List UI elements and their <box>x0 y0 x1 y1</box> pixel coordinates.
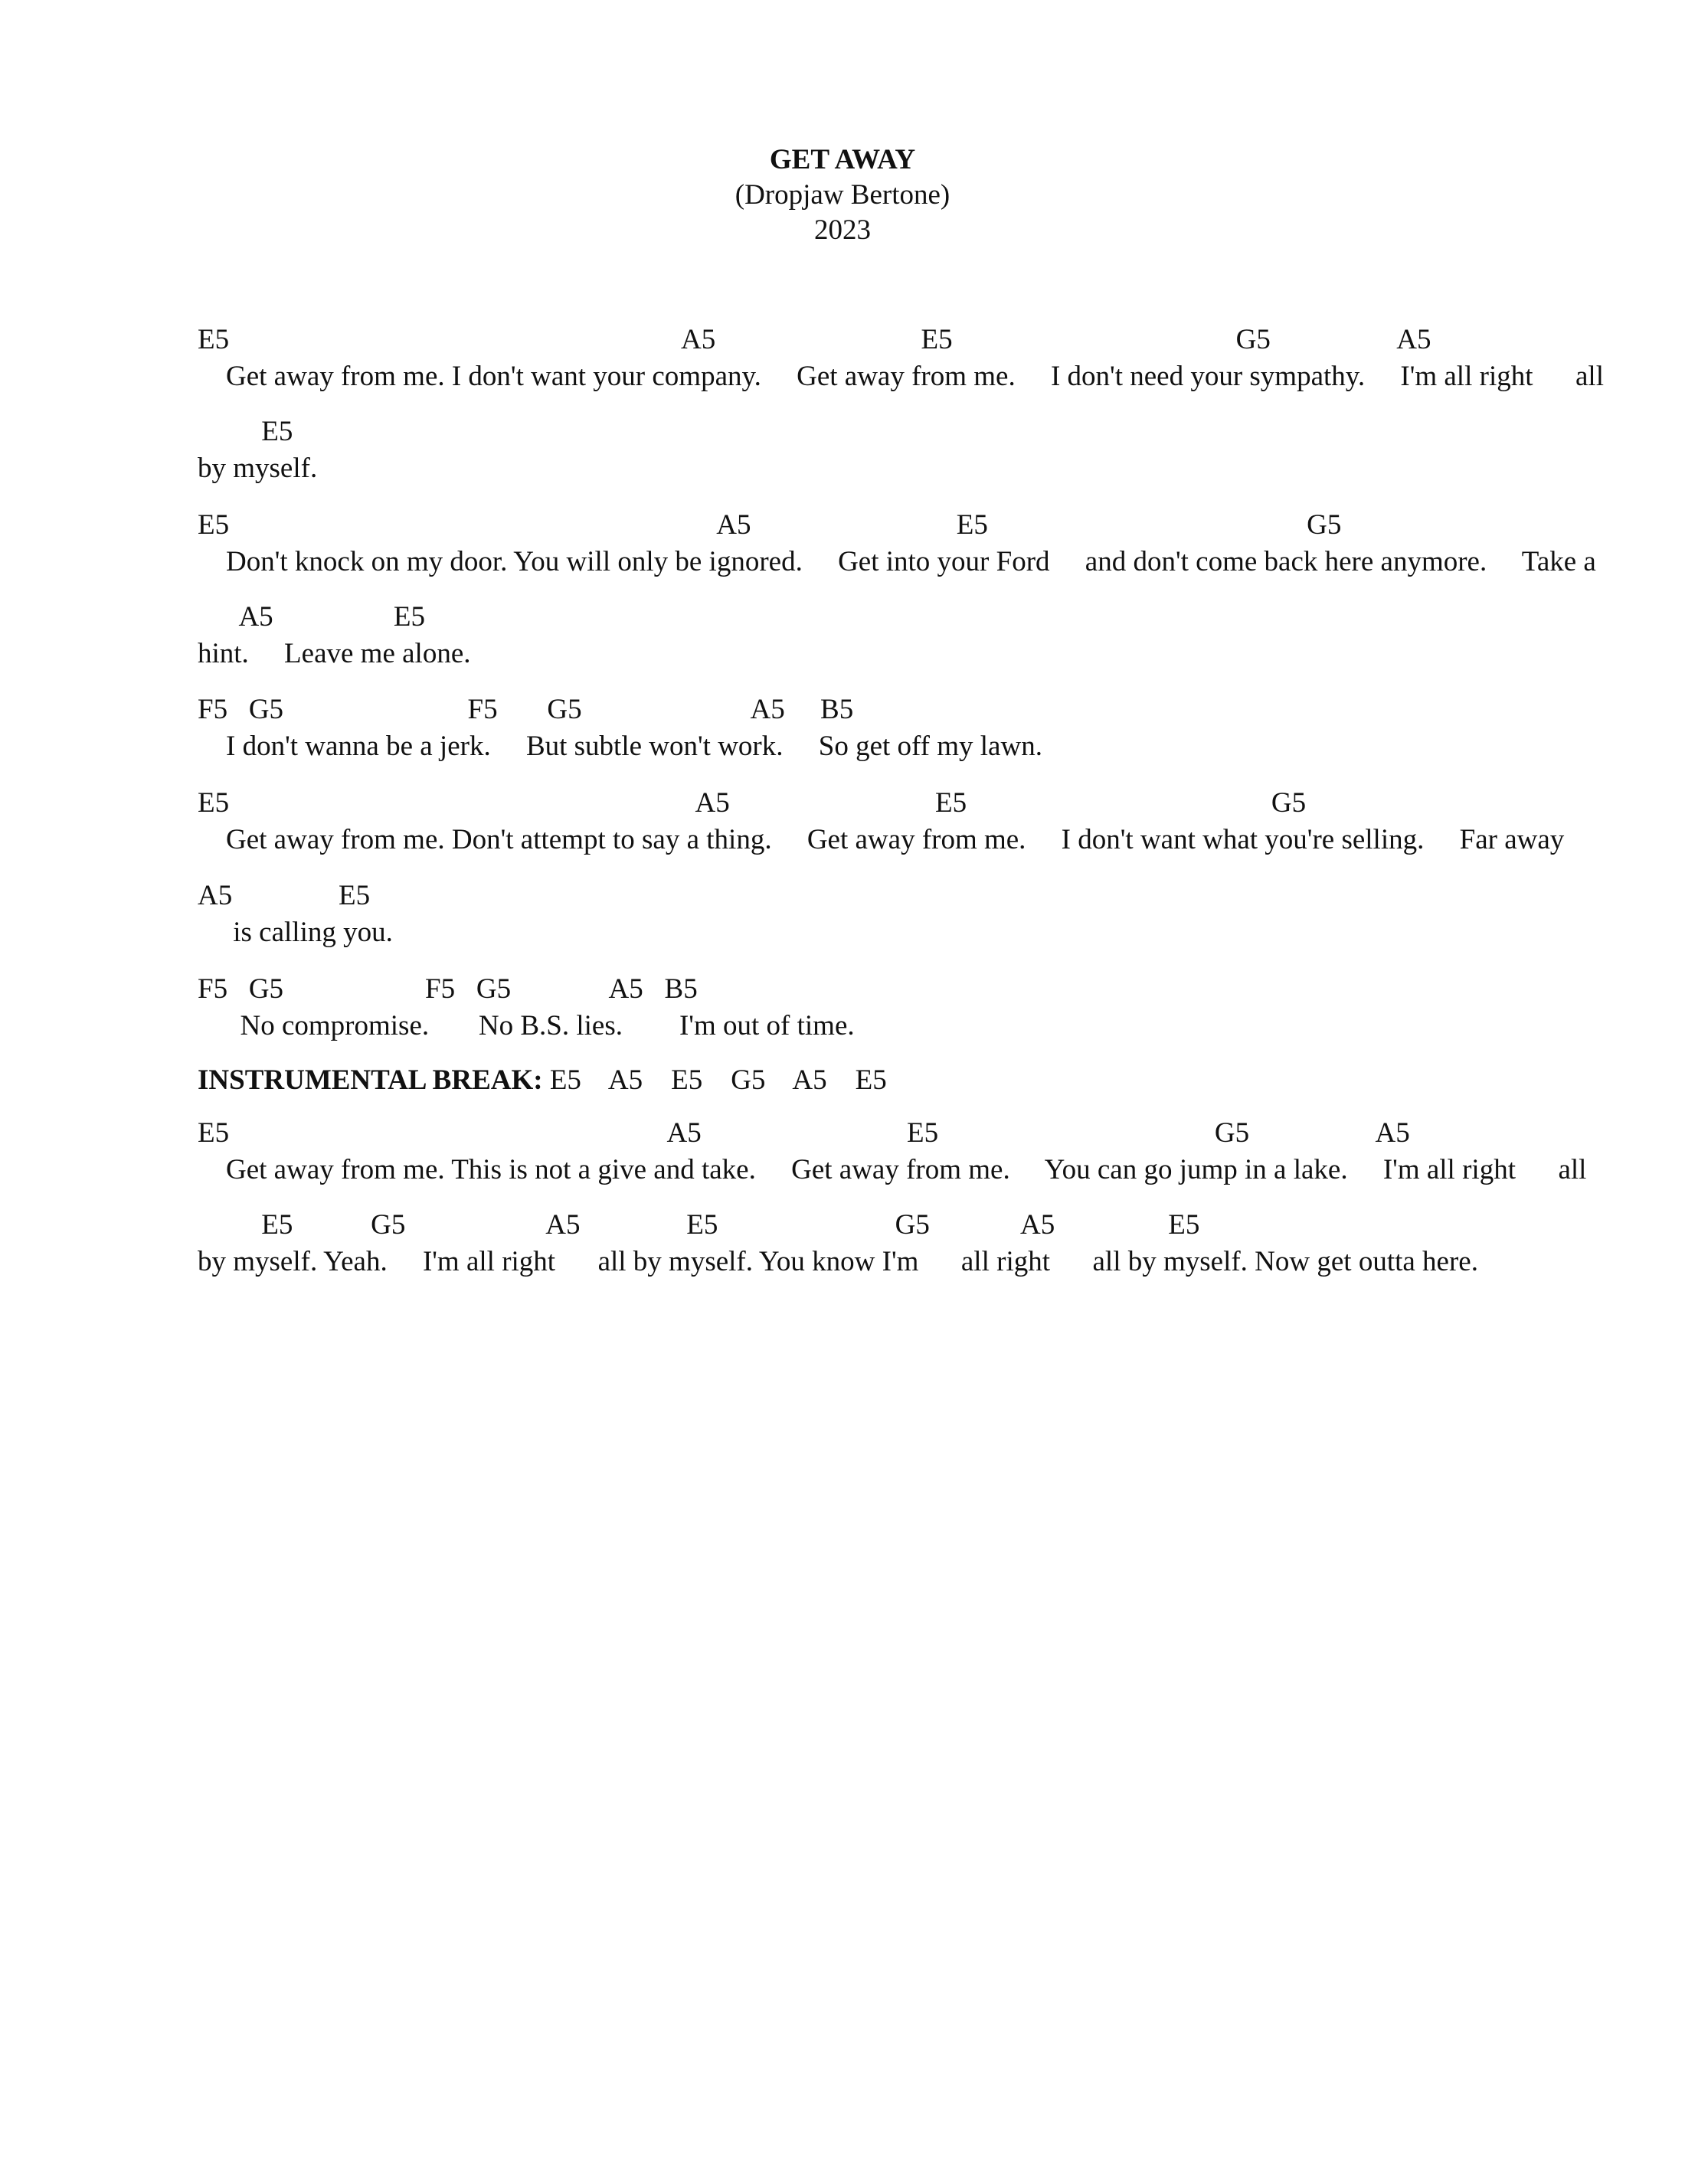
song-title: GET AWAY <box>769 144 916 175</box>
instrumental-break-chords: E5 A5 E5 G5 A5 E5 <box>542 1064 887 1096</box>
chord-line: E5 A5 E5 G5 A5 <box>198 324 1431 355</box>
chord-line: A5 E5 <box>198 601 426 633</box>
lyric-line: Get away from me. This is not a give and take. Get away from me. You can go jump in a lake. I'm all right all <box>198 1154 1587 1185</box>
song-year: 2023 <box>814 214 871 246</box>
lyric-line: by myself. <box>198 453 318 484</box>
chord-line: E5 G5 A5 E5 G5 A5 E5 <box>198 1209 1200 1241</box>
chord-line: E5 <box>198 416 293 447</box>
lyric-line: Don't knock on my door. You will only be ignored. Get into your Ford and don't come back here anymore. Take a <box>198 546 1596 577</box>
lyric-line: hint. Leave me alone. <box>198 638 471 669</box>
lyric-line: Get away from me. I don't want your company. Get away from me. I don't need your sympathy. I'm all right all <box>198 361 1604 392</box>
chord-line: E5 A5 E5 G5 <box>198 509 1342 541</box>
chord-line: A5 E5 <box>198 880 371 911</box>
chord-line: F5 G5 F5 G5 A5 B5 <box>198 973 698 1005</box>
lyric-line: Get away from me. Don't attempt to say a thing. Get away from me. I don't want what you're selling. Far away <box>198 824 1565 855</box>
song-header <box>0 142 1685 248</box>
lyric-line: I don't wanna be a jerk. But subtle won't work. So get off my lawn. <box>198 731 1042 762</box>
song-artist: (Dropjaw Bertone) <box>735 179 950 211</box>
instrumental-break-line <box>198 1064 887 1097</box>
chord-line: E5 A5 E5 G5 <box>198 787 1307 819</box>
chord-line: F5 G5 F5 G5 A5 B5 <box>198 694 854 725</box>
lyric-line: is calling you. <box>198 917 393 948</box>
lyric-line: No compromise. No B.S. lies. I'm out of time. <box>198 1010 855 1041</box>
instrumental-break-label: INSTRUMENTAL BREAK: <box>198 1064 543 1096</box>
lyric-line: by myself. Yeah. I'm all right all by myself. You know I'm all right all by myself. Now get outta here. <box>198 1246 1478 1277</box>
chord-line: E5 A5 E5 G5 A5 <box>198 1117 1410 1149</box>
